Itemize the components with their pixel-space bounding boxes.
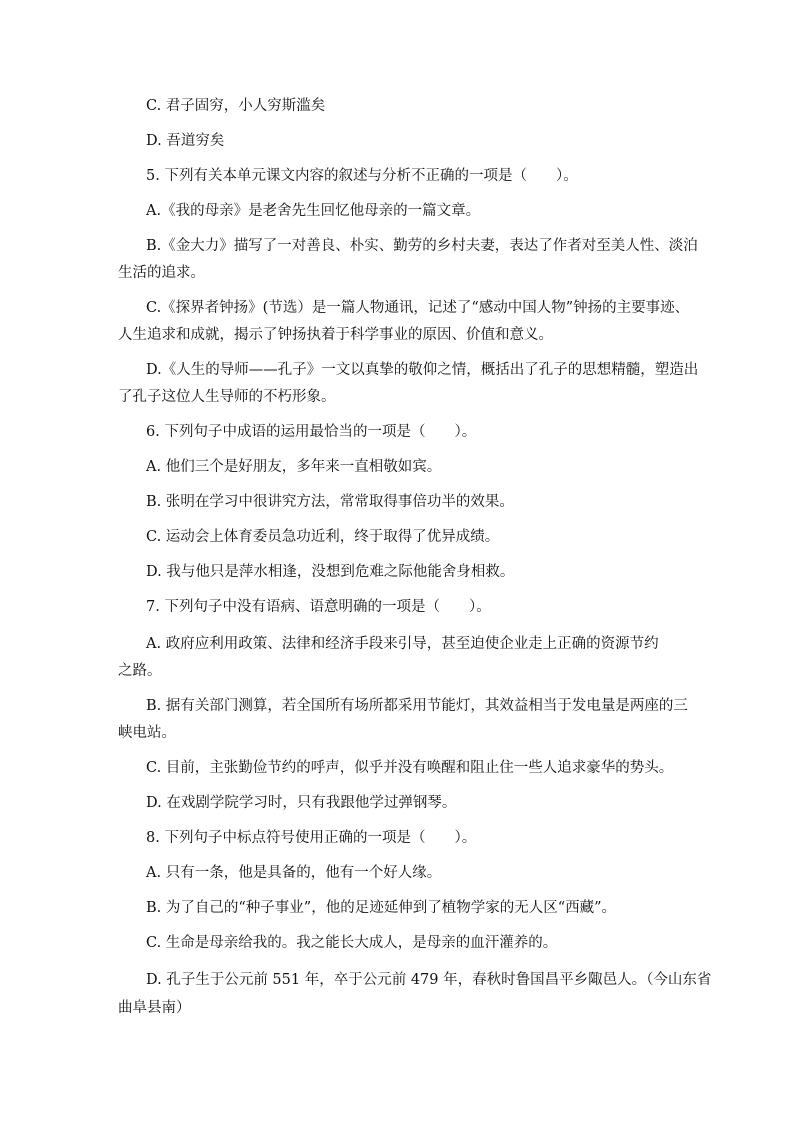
option-a-q7-continued: 之路。 — [118, 663, 162, 679]
option-a-q5: A.《我的母亲》是老舍先生回忆他母亲的一篇文章。 — [146, 203, 481, 219]
option-b-q8: B. 为了自己的“种子事业”，他的足迹延伸到了植物学家的无人区“西藏”。 — [146, 900, 617, 916]
option-d-q6: D. 我与他只是萍水相逢，没想到危难之际他能舍身相救。 — [146, 564, 515, 580]
option-d-q5: D.《人生的导师——孔子》一文以真挚的敬仰之情，概括出了孔子的思想精髓，塑造出 — [146, 362, 699, 378]
option-d-q8: D. 孔子生于公元前 551 年，卒于公元前 479 年，春秋时鲁国昌平乡陬邑人。（今山东省 — [146, 972, 712, 988]
question-6: 6. 下列句子中成语的运用最恰当的一项是（ ）。 — [146, 424, 477, 440]
option-d-q5-continued: 了孔子这位人生导师的不朽形象。 — [118, 389, 336, 405]
option-c-q5-continued: 人生追求和成就，揭示了钟扬执着于科学事业的原因、价值和意义。 — [118, 327, 553, 343]
option-a-q7: A. 政府应利用政策、法律和经济手段来引导，甚至迫使企业走上正确的资源节约 — [146, 636, 659, 652]
option-d-q4: D. 吾道穷矣 — [146, 133, 225, 149]
option-a-q6: A. 他们三个是好朋友，多年来一直相敬如宾。 — [146, 459, 442, 475]
option-b-q5-continued: 生活的追求。 — [118, 265, 205, 281]
option-c-q4: C. 君子固穷，小人穷斯滥矣 — [146, 98, 326, 114]
option-b-q7: B. 据有关部门测算，若全国所有场所都采用节能灯，其效益相当于发电量是两座的三 — [146, 698, 688, 714]
option-c-q8: C. 生命是母亲给我的。我之能长大成人，是母亲的血汗灌养的。 — [146, 935, 558, 951]
question-5: 5. 下列有关本单元课文内容的叙述与分析不正确的一项是（ ）。 — [146, 168, 578, 184]
option-c-q7: C. 目前，主张勤俭节约的呼声，似乎并没有唤醒和阻止住一些人追求豪华的势头。 — [146, 760, 674, 776]
question-8: 8. 下列句子中标点符号使用正确的一项是（ ）。 — [146, 830, 477, 846]
option-c-q5: C.《探界者钟扬》(节选）是一篇人物通讯，记述了“感动中国人物”钟扬的主要事迹、 — [146, 300, 690, 316]
option-d-q8-continued: 曲阜县南） — [118, 1000, 191, 1016]
option-b-q7-continued: 峡电站。 — [118, 725, 176, 741]
option-d-q7: D. 在戏剧学院学习时，只有我跟他学过弹钢琴。 — [146, 795, 457, 811]
option-c-q6: C. 运动会上体育委员急功近利，终于取得了优异成绩。 — [146, 529, 500, 545]
option-b-q6: B. 张明在学习中很讲究方法，常常取得事倍功半的效果。 — [146, 494, 514, 510]
option-b-q5: B.《金大力》描写了一对善良、朴实、勤劳的乡村夫妻，表达了作者对至美人性、淡泊 — [146, 238, 698, 254]
option-a-q8: A. 只有一条，他是具备的，他有一个好人缘。 — [146, 865, 442, 881]
question-7: 7. 下列句子中没有语病、语意明确的一项是（ ）。 — [146, 599, 491, 615]
